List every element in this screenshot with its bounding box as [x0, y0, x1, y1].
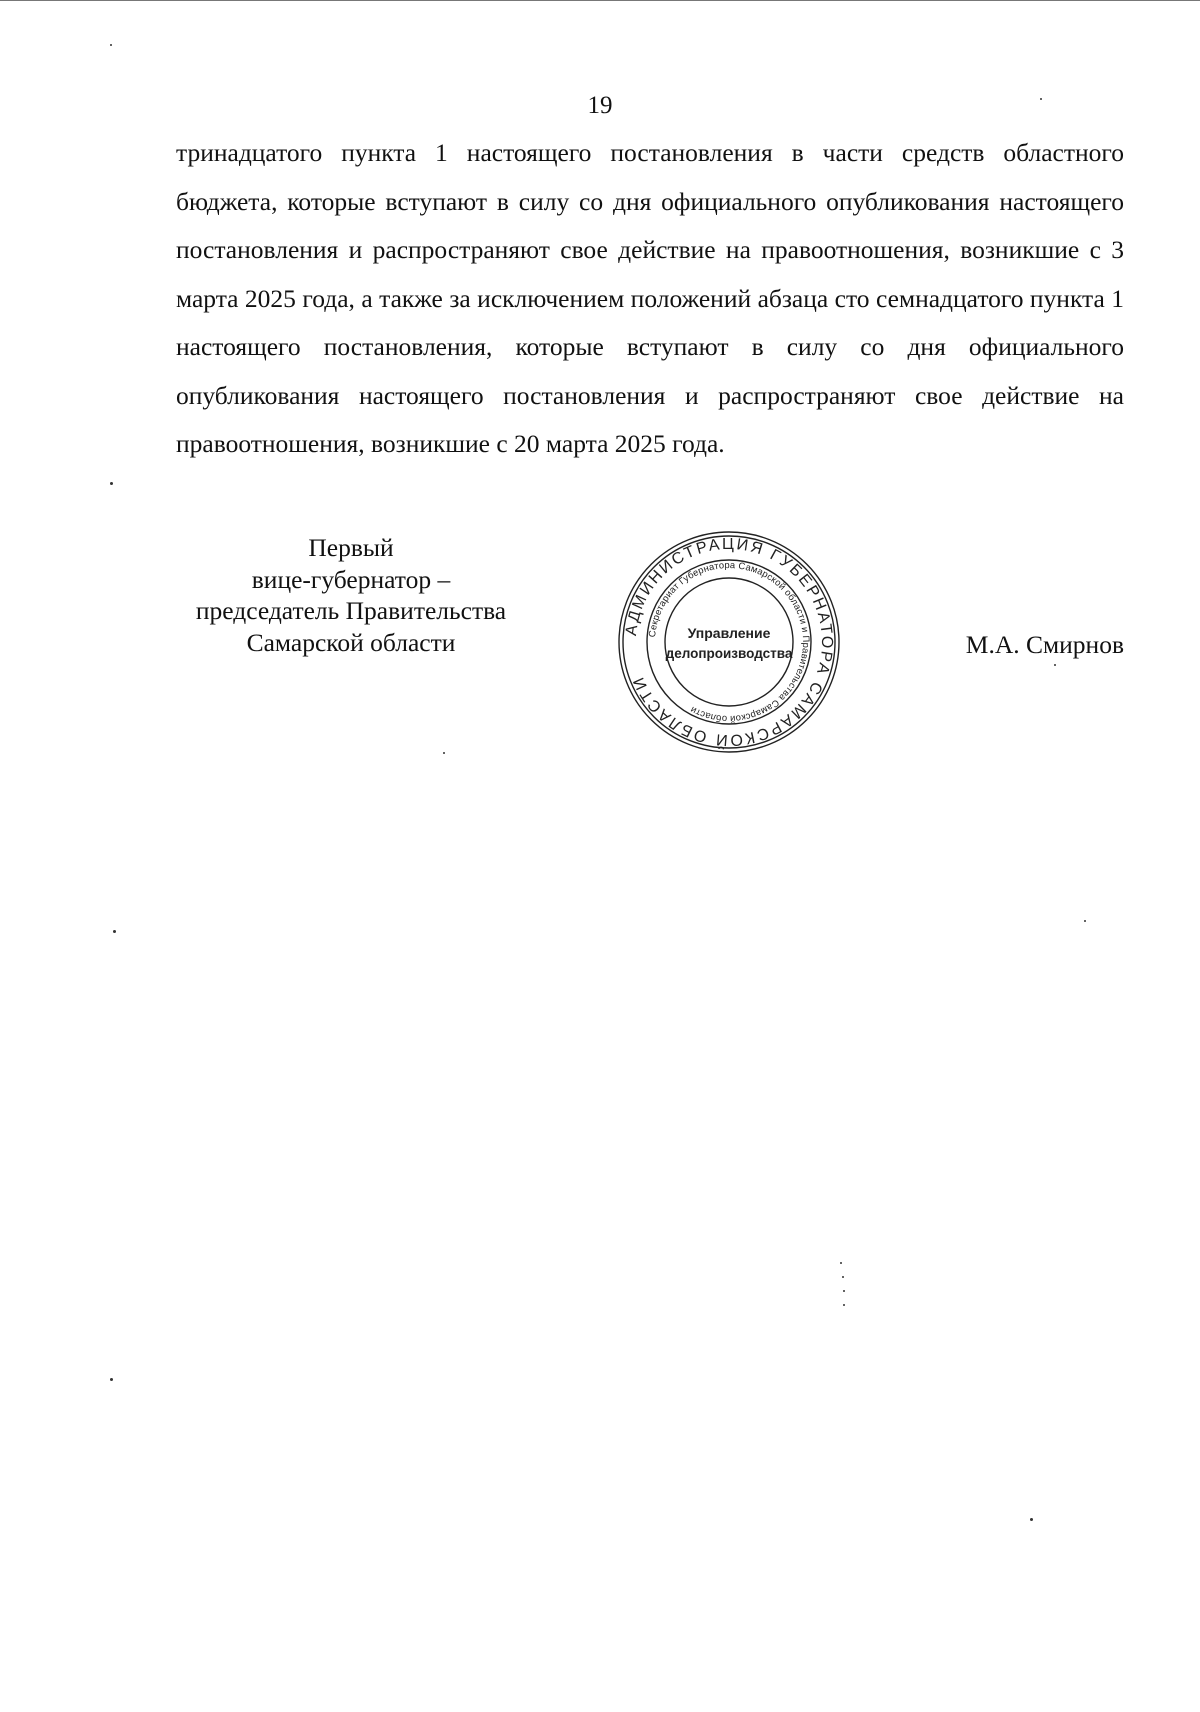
scan-speck — [110, 482, 113, 485]
page-number: 19 — [587, 92, 613, 119]
scan-speck — [843, 1304, 845, 1306]
scan-speck — [1030, 1518, 1033, 1521]
scan-speck — [110, 1378, 113, 1381]
signatory-name: М.А. Смирнов — [965, 630, 1124, 659]
signatory-title — [176, 532, 526, 658]
scan-speck — [443, 752, 445, 754]
scan-speck — [113, 930, 116, 933]
stamp-center-line: делопроизводства — [665, 646, 793, 661]
stamp-center-line: Управление — [687, 625, 771, 641]
signatory-title-line: вице-губернатор – — [251, 564, 451, 594]
scan-speck — [1040, 98, 1042, 100]
page-top-edge — [0, 0, 1200, 1]
signatory-title-line: председатель Правительства — [195, 596, 507, 625]
scan-speck — [843, 1290, 845, 1292]
scan-speck — [842, 1276, 844, 1278]
body-paragraph: тринадцатого пункта 1 настоящего постановления в части средств областного бюджета, которые вступают в силу со дня официального опубликования настоящего постановления и распространяют свое действие на правоотношения, возникшие с 3 марта 2025 года, а также за исключением положений абзаца сто семнадцатого пункта 1 настоящего постановления, которые вступают в силу со дня официального опубликования настоящего постановления и распространяют свое действие на правоотношения, возникшие с 20 марта 2025 года. — [176, 138, 1124, 458]
scan-speck — [1084, 920, 1086, 922]
stamp-inner-text: Секретариат Губернатора Самарской области и Правительства Самарской области — [646, 558, 813, 726]
scan-speck — [1054, 664, 1056, 666]
stamp-outer-text: АДМИНИСТРАЦИЯ ГУБЕРНАТОРА САМАРСКОЙ ОБЛАСТИ — [623, 535, 836, 749]
signatory-title-line: Самарской области — [246, 627, 456, 657]
signatory-title-line: Первый — [308, 533, 394, 562]
scan-speck — [110, 44, 112, 46]
scan-speck — [840, 1262, 842, 1264]
official-stamp — [614, 527, 844, 757]
